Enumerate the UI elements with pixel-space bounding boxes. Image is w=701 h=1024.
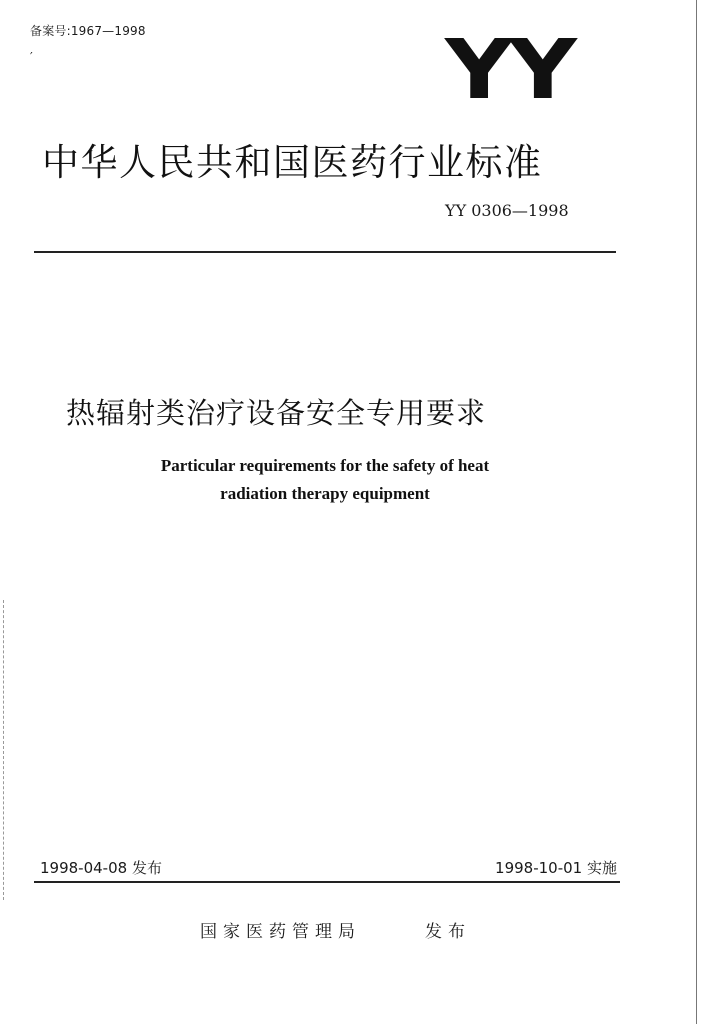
org-title: 中华人民共和国医药行业标准 — [42, 141, 543, 184]
english-title — [100, 452, 550, 508]
standard-number: YY 0306—1998 — [445, 201, 569, 220]
scan-mark: ′ — [30, 50, 33, 64]
page-edge-left — [3, 600, 5, 900]
yy-logo: YY — [445, 23, 573, 118]
implementation-date: 1998-10-01 实施 — [495, 859, 617, 877]
header-divider — [34, 251, 616, 253]
issue-date: 1998-04-08 发布 — [40, 859, 162, 877]
english-title-line-2: radiation therapy equipment — [220, 484, 430, 503]
chinese-title: 热辐射类治疗设备安全专用要求 — [66, 396, 487, 430]
footer-divider — [34, 881, 620, 883]
publisher-suffix: 发布 — [425, 922, 471, 942]
page-edge-right — [696, 0, 697, 1024]
english-title-line-1: Particular requirements for the safety of heat — [160, 456, 490, 475]
filing-number: 备案号:1967—1998 — [30, 24, 146, 38]
publisher-name: 国家医药管理局 — [200, 922, 361, 942]
